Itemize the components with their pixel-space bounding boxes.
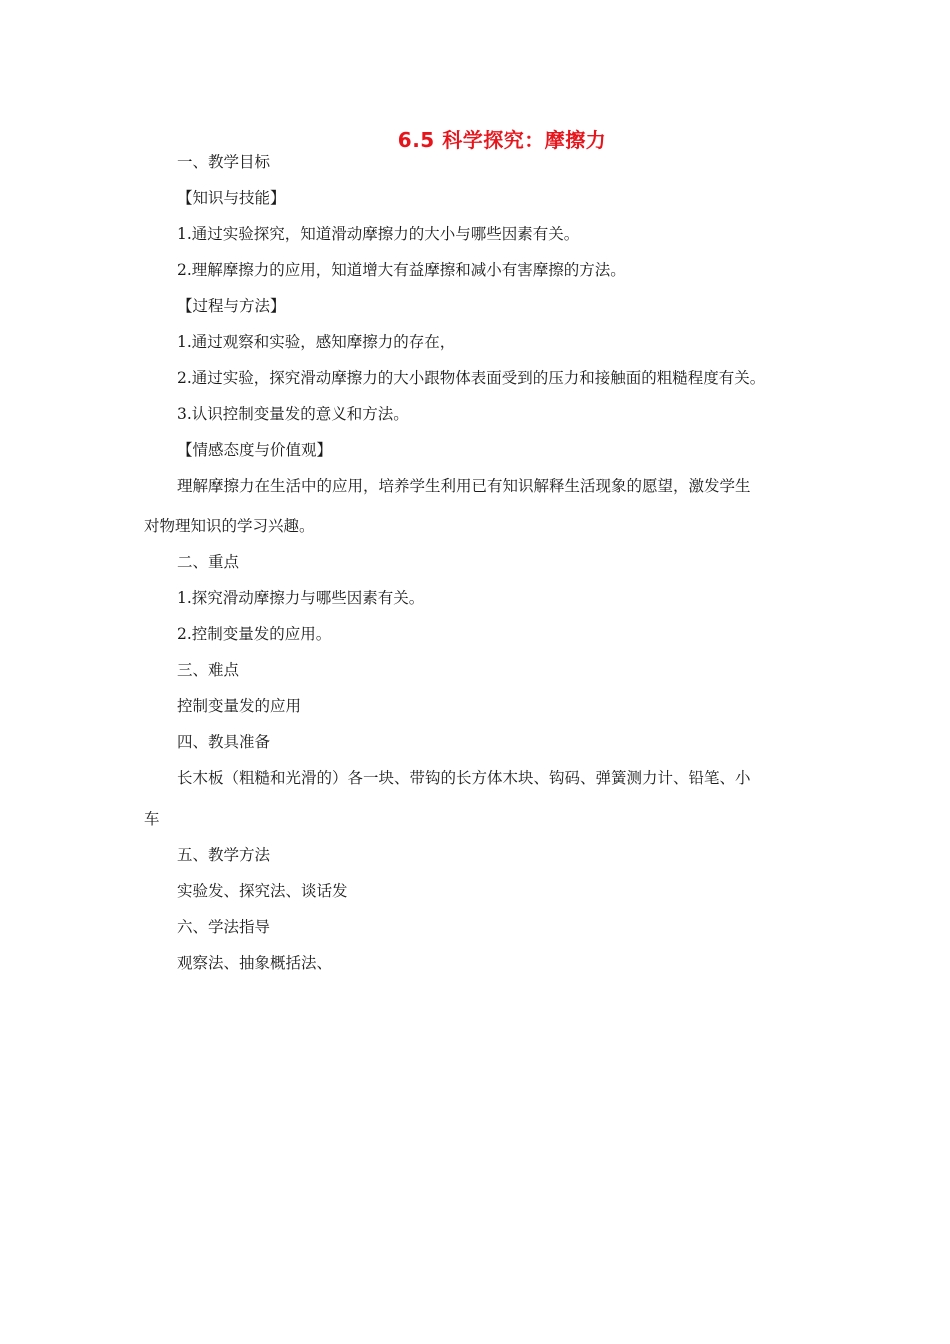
subheading-attitudes-values: 【情感态度与价值观】 bbox=[177, 441, 333, 459]
list-item: 2.通过实验，探究滑动摩擦力的大小跟物体表面受到的压力和接触面的粗糙程度有关。 bbox=[177, 369, 766, 387]
section-heading-key-points: 二、重点 bbox=[177, 553, 240, 571]
subheading-process-methods: 【过程与方法】 bbox=[177, 297, 286, 315]
list-item: 2.理解摩擦力的应用，知道增大有益摩擦和减小有害摩擦的方法。 bbox=[177, 261, 626, 279]
list-item: 3.认识控制变量发的意义和方法。 bbox=[177, 405, 409, 423]
paragraph-line: 对物理知识的学习兴趣。 bbox=[144, 517, 315, 535]
section-heading-teaching-methods: 五、教学方法 bbox=[177, 846, 271, 864]
paragraph-line: 长木板（粗糙和光滑的）各一块、带钩的长方体木块、钩码、弹簧测力计、铅笔、小 bbox=[177, 769, 751, 787]
section-heading-learning-guidance: 六、学法指导 bbox=[177, 918, 271, 936]
section-heading-materials: 四、教具准备 bbox=[177, 733, 271, 751]
section-heading-objectives: 一、教学目标 bbox=[177, 153, 271, 171]
list-item: 1.通过实验探究，知道滑动摩擦力的大小与哪些因素有关。 bbox=[177, 225, 580, 243]
subheading-knowledge-skills: 【知识与技能】 bbox=[177, 189, 286, 207]
paragraph-line: 实验发、探究法、谈话发 bbox=[177, 882, 348, 900]
paragraph-line: 观察法、抽象概括法、 bbox=[177, 954, 333, 972]
paragraph-line: 车 bbox=[144, 810, 160, 828]
list-item: 2.控制变量发的应用。 bbox=[177, 625, 332, 643]
list-item: 1.通过观察和实验，感知摩擦力的存在， bbox=[177, 333, 456, 351]
paragraph-line: 控制变量发的应用 bbox=[177, 697, 302, 715]
document-title: 6.5 科学探究：摩擦力 bbox=[397, 128, 607, 152]
section-heading-difficulties: 三、难点 bbox=[177, 661, 240, 679]
list-item: 1.探究滑动摩擦力与哪些因素有关。 bbox=[177, 589, 425, 607]
paragraph-line: 理解摩擦力在生活中的应用，培养学生利用已有知识解释生活现象的愿望，激发学生 bbox=[177, 477, 751, 495]
